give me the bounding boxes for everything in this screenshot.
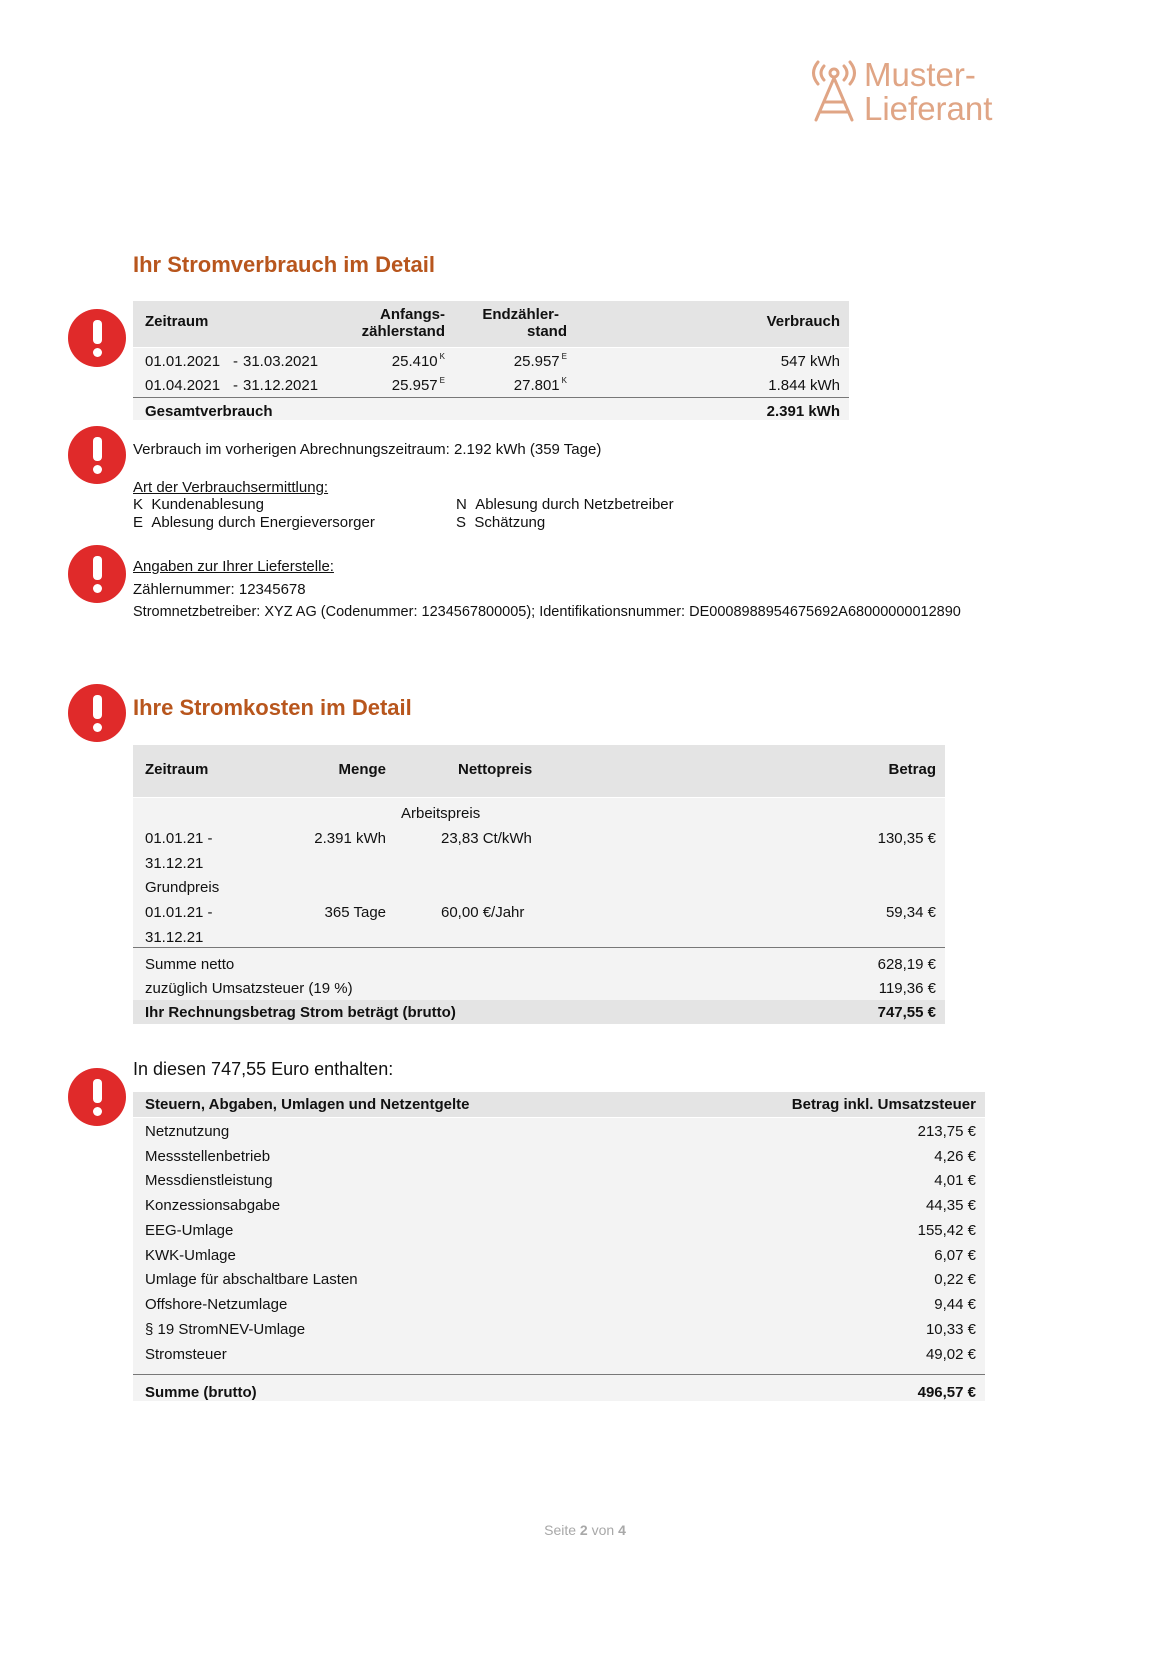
levy-value: 6,07 € — [934, 1247, 976, 1264]
row1-start-code: K — [439, 352, 445, 361]
row2-end — [450, 377, 567, 394]
levy-label: Netznutzung — [145, 1123, 230, 1140]
col-quantity: Menge — [338, 761, 386, 778]
method-n — [456, 496, 674, 513]
levy-value: 49,02 € — [925, 1346, 976, 1363]
row1-sep: - — [233, 353, 238, 370]
work-from: 01.01.21 - — [145, 830, 213, 847]
row2-to: 31.12.2021 — [243, 377, 319, 394]
base-from: 01.01.21 - — [145, 904, 213, 921]
base-quantity: 365 Tage — [324, 904, 386, 921]
row1-end — [450, 353, 567, 370]
levy-value: 44,35 € — [925, 1197, 976, 1214]
meter-number: Zählernummer: 12345678 — [133, 581, 306, 598]
total-value: 2.391 kWh — [766, 403, 840, 420]
levy-value: 9,44 € — [934, 1296, 976, 1313]
costs-title: Ihre Stromkosten im Detail — [133, 695, 412, 720]
levy-label: Messdienstleistung — [145, 1172, 273, 1189]
levy-value: 0,22 € — [934, 1271, 976, 1288]
row1-from: 01.01.2021 — [145, 353, 221, 370]
consumption-title: Ihr Stromverbrauch im Detail — [133, 252, 435, 277]
vat-label: zuzüglich Umsatzsteuer (19 %) — [145, 980, 353, 997]
row2-start-value: 25.957 — [391, 377, 438, 394]
col-usage: Verbrauch — [766, 313, 840, 330]
row1-end-value: 25.957 — [513, 353, 560, 370]
row2-sep: - — [233, 377, 238, 394]
gross-label: Ihr Rechnungsbetrag Strom beträgt (brutto) — [145, 1004, 456, 1021]
alert-icon — [68, 1068, 126, 1126]
method-e-code: E — [133, 514, 144, 531]
previous-consumption: Verbrauch im vorherigen Abrechnungszeitraum: 2.192 kWh (359 Tage) — [133, 441, 602, 458]
levy-label: KWK-Umlage — [145, 1247, 236, 1264]
levies-total-value: 496,57 € — [917, 1384, 976, 1401]
vat-value: 119,36 € — [878, 980, 936, 997]
page-number — [0, 1522, 1170, 1538]
levy-label: Messstellenbetrieb — [145, 1148, 271, 1165]
page-prefix: Seite — [544, 1522, 577, 1538]
levy-label: EEG-Umlage — [145, 1222, 234, 1239]
method-e — [133, 514, 375, 531]
levies-header-left: Steuern, Abgaben, Umlagen und Netzentgelte — [145, 1096, 470, 1113]
method-n-code: N — [456, 496, 467, 513]
col-start-reading — [330, 306, 445, 340]
alert-icon — [68, 684, 126, 742]
antenna-icon — [808, 60, 860, 126]
work-price-label: Arbeitspreis — [401, 805, 481, 822]
method-k-code: K — [133, 496, 144, 513]
divider — [133, 947, 945, 948]
col-start-line1: Anfangs- — [380, 306, 445, 323]
method-s — [456, 514, 545, 531]
levy-value: 4,01 € — [934, 1172, 976, 1189]
row2-end-value: 27.801 — [513, 377, 560, 394]
col-end-line2: stand — [526, 323, 567, 340]
row2-start — [330, 377, 445, 394]
levy-value: 213,75 € — [917, 1123, 976, 1140]
divider — [133, 397, 849, 398]
alert-icon — [68, 309, 126, 367]
col-net-price: Nettopreis — [458, 761, 533, 778]
row1-start — [330, 353, 445, 370]
row2-usage: 1.844 kWh — [768, 377, 840, 394]
row1-start-value: 25.410 — [391, 353, 438, 370]
gross-value: 747,55 € — [877, 1004, 936, 1021]
base-amount: 59,34 € — [885, 904, 936, 921]
levy-label: Umlage für abschaltbare Lasten — [145, 1271, 358, 1288]
levy-value: 155,42 € — [917, 1222, 976, 1239]
included-intro: In diesen 747,55 Euro enthalten: — [133, 1059, 394, 1079]
method-title: Art der Verbrauchsermittlung: — [133, 479, 329, 496]
alert-icon — [68, 426, 126, 484]
col-amount: Betrag — [888, 761, 936, 778]
levy-label: § 19 StromNEV-Umlage — [145, 1321, 306, 1338]
supply-title: Angaben zur Ihrer Lieferstelle: — [133, 558, 334, 575]
method-n-label: Ablesung durch Netzbetreiber — [475, 496, 674, 513]
row2-start-code: E — [439, 376, 445, 385]
row1-end-code: E — [561, 352, 567, 361]
levy-value: 10,33 € — [925, 1321, 976, 1338]
net-sum-label: Summe netto — [145, 956, 235, 973]
work-amount: 130,35 € — [877, 830, 936, 847]
divider — [133, 1374, 985, 1375]
levy-value: 4,26 € — [934, 1148, 976, 1165]
levy-label: Konzessionsabgabe — [145, 1197, 281, 1214]
page-current: 2 — [579, 1522, 588, 1538]
work-quantity: 2.391 kWh — [314, 830, 386, 847]
page-of: von — [591, 1522, 615, 1538]
total-label: Gesamtverbrauch — [145, 403, 273, 420]
method-k — [133, 496, 264, 513]
grid-operator: Stromnetzbetreiber: XYZ AG (Codenummer: 1234567800005); Identifikationsnummer: DE0008988954675692A68000000012890 — [133, 604, 961, 620]
work-to: 31.12.21 — [145, 855, 204, 872]
col-start-line2: zählerstand — [361, 323, 445, 340]
method-e-label: Ablesung durch Energieversorger — [151, 514, 375, 531]
col-period: Zeitraum — [145, 313, 209, 330]
net-sum-value: 628,19 € — [877, 956, 936, 973]
base-price: 60,00 €/Jahr — [441, 904, 525, 921]
base-to: 31.12.21 — [145, 929, 204, 946]
base-price-label: Grundpreis — [145, 879, 220, 896]
alert-icon — [68, 545, 126, 603]
levy-label: Stromsteuer — [145, 1346, 227, 1363]
work-price: 23,83 Ct/kWh — [441, 830, 532, 847]
method-s-code: S — [456, 514, 467, 531]
page-total: 4 — [618, 1522, 626, 1538]
method-k-label: Kundenablesung — [151, 496, 264, 513]
levies-header-right: Betrag inkl. Umsatzsteuer — [791, 1096, 976, 1113]
row1-to: 31.03.2021 — [243, 353, 319, 370]
method-s-label: Schätzung — [474, 514, 546, 531]
col-end-reading — [450, 306, 567, 340]
row2-from: 01.04.2021 — [145, 377, 221, 394]
row1-usage: 547 kWh — [780, 353, 840, 370]
row2-end-code: K — [561, 376, 567, 385]
company-logo — [808, 58, 1008, 138]
levy-label: Offshore-Netzumlage — [145, 1296, 288, 1313]
levies-total-label: Summe (brutto) — [145, 1384, 257, 1401]
col-end-line1: Endzähler- — [482, 306, 559, 323]
col-period: Zeitraum — [145, 761, 209, 778]
logo-line-1: Muster- — [864, 56, 976, 93]
logo-line-2: Lieferant — [864, 90, 993, 127]
